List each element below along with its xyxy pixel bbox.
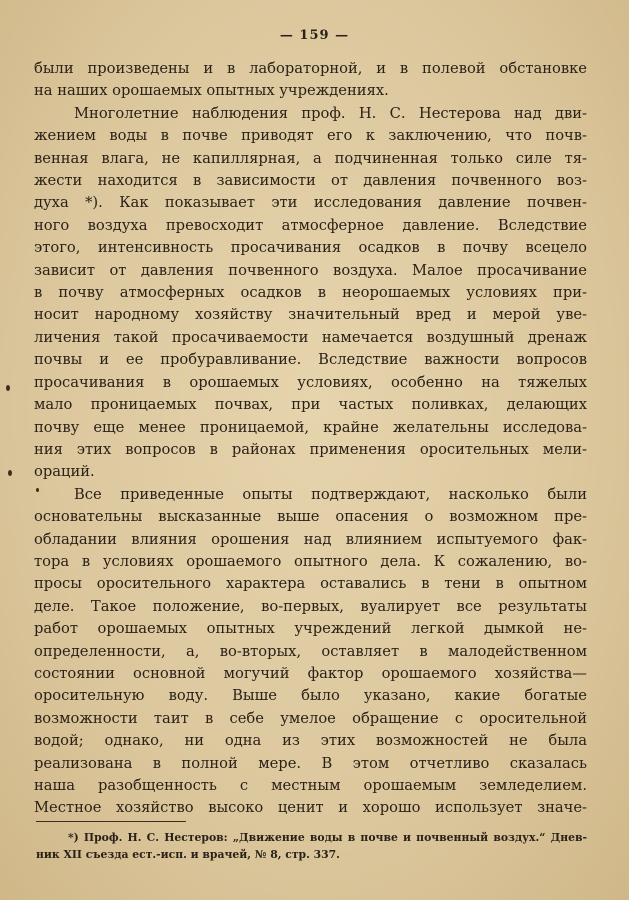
footnote-line: *) Проф. Н. С. Нестеров: „Движение воды в почве и почвенный воздух.“ Днев-: [68, 831, 587, 844]
footnote-divider: [36, 821, 186, 822]
text-line: состоянии основной могучий фактор орошаемого хозяйства—: [34, 664, 587, 682]
text-line: ного воздуха превосходит атмосферное давление. Вследствие: [34, 216, 587, 234]
text-line: мало проницаемых почвах, при частых поливках, делающих: [34, 396, 587, 414]
text-line: определенности, а, во-вторых, оставляет в малодейственном: [34, 642, 587, 660]
body-text: [34, 58, 587, 820]
text-line: деле. Такое положение, во-первых, вуалирует все результаты: [34, 597, 587, 615]
footnote-line: ник XII съезда ест.-исп. и врачей, № 8, стр. 337.: [36, 848, 340, 861]
text-line: венная влага, не капиллярная, а подчиненная только силе тя-: [34, 149, 587, 167]
text-line: наша разобщенность с местным орошаемым земледелием.: [34, 777, 587, 794]
text-line: жением воды в почве приводят его к заключению, что почв-: [34, 127, 587, 145]
text-line: ния этих вопросов в районах применения оросительных мели-: [34, 440, 587, 458]
text-line: обладании влияния орошения над влиянием испытуемого фак-: [34, 530, 587, 548]
text-line: работ орошаемых опытных учреждений легкой дымкой не-: [34, 620, 587, 638]
text-line: Все приведенные опыты подтверждают, насколько были: [74, 485, 587, 503]
text-line: почвы и ее пробуравливание. Вследствие важности вопросов: [34, 351, 587, 369]
paragraph-1: [34, 58, 587, 103]
text-line: зависит от давления почвенного воздуха. Малое просачивание: [34, 261, 587, 279]
text-line: основательны высказанные выше опасения о возможном пре-: [34, 508, 587, 526]
text-line: водой; однако, ни одна из этих возможностей не была: [34, 732, 587, 750]
text-line: Многолетние наблюдения проф. Н. С. Нестерова над дви-: [74, 104, 587, 122]
text-line: в почву атмосферных осадков в неорошаемых условиях при-: [34, 284, 587, 302]
ink-speck: [6, 385, 10, 391]
footnote: [36, 829, 587, 863]
page-number: — 159 —: [279, 28, 350, 43]
text-line: этого, интенсивность просачивания осадков в почву всецело: [34, 239, 587, 257]
text-line: тора в условиях орошаемого опытного дела. К сожалению, во-: [34, 552, 587, 570]
text-line: просы оросительного характера оставались в тени в опытном: [34, 575, 587, 593]
text-line: оросительную воду. Выше было указано, какие богатые: [34, 687, 587, 705]
paragraph-2: [34, 103, 587, 484]
text-line: личения такой просачиваемости намечается воздушный дренаж: [34, 328, 587, 346]
text-line: на наших орошаемых опытных учреждениях.: [34, 82, 389, 100]
text-line: реализована в полной мере. В этом отчетливо сказалась: [34, 754, 587, 772]
text-line: ораций.: [34, 463, 95, 481]
text-line: жести находится в зависимости от давления почвенного воз-: [34, 172, 587, 190]
text-line: Местное хозяйство высоко ценит и хорошо использует значе-: [34, 799, 587, 817]
paragraph-3: [34, 484, 587, 820]
text-line: носит народному хозяйству значительный вред и мерой уве-: [34, 306, 587, 324]
text-line: почву еще менее проницаемой, крайне желательны исследова-: [34, 418, 587, 436]
text-line: были произведены и в лабораторной, и в полевой обстановке: [34, 60, 587, 77]
text-line: духа *). Как показывает эти исследования давление почвен-: [34, 194, 587, 212]
text-line: возможности таит в себе умелое обращение с оросительной: [34, 709, 587, 727]
ink-speck: [8, 470, 12, 476]
ink-speck: [36, 488, 39, 492]
text-line: просачивания в орошаемых условиях, особенно на тяжелых: [34, 373, 587, 391]
